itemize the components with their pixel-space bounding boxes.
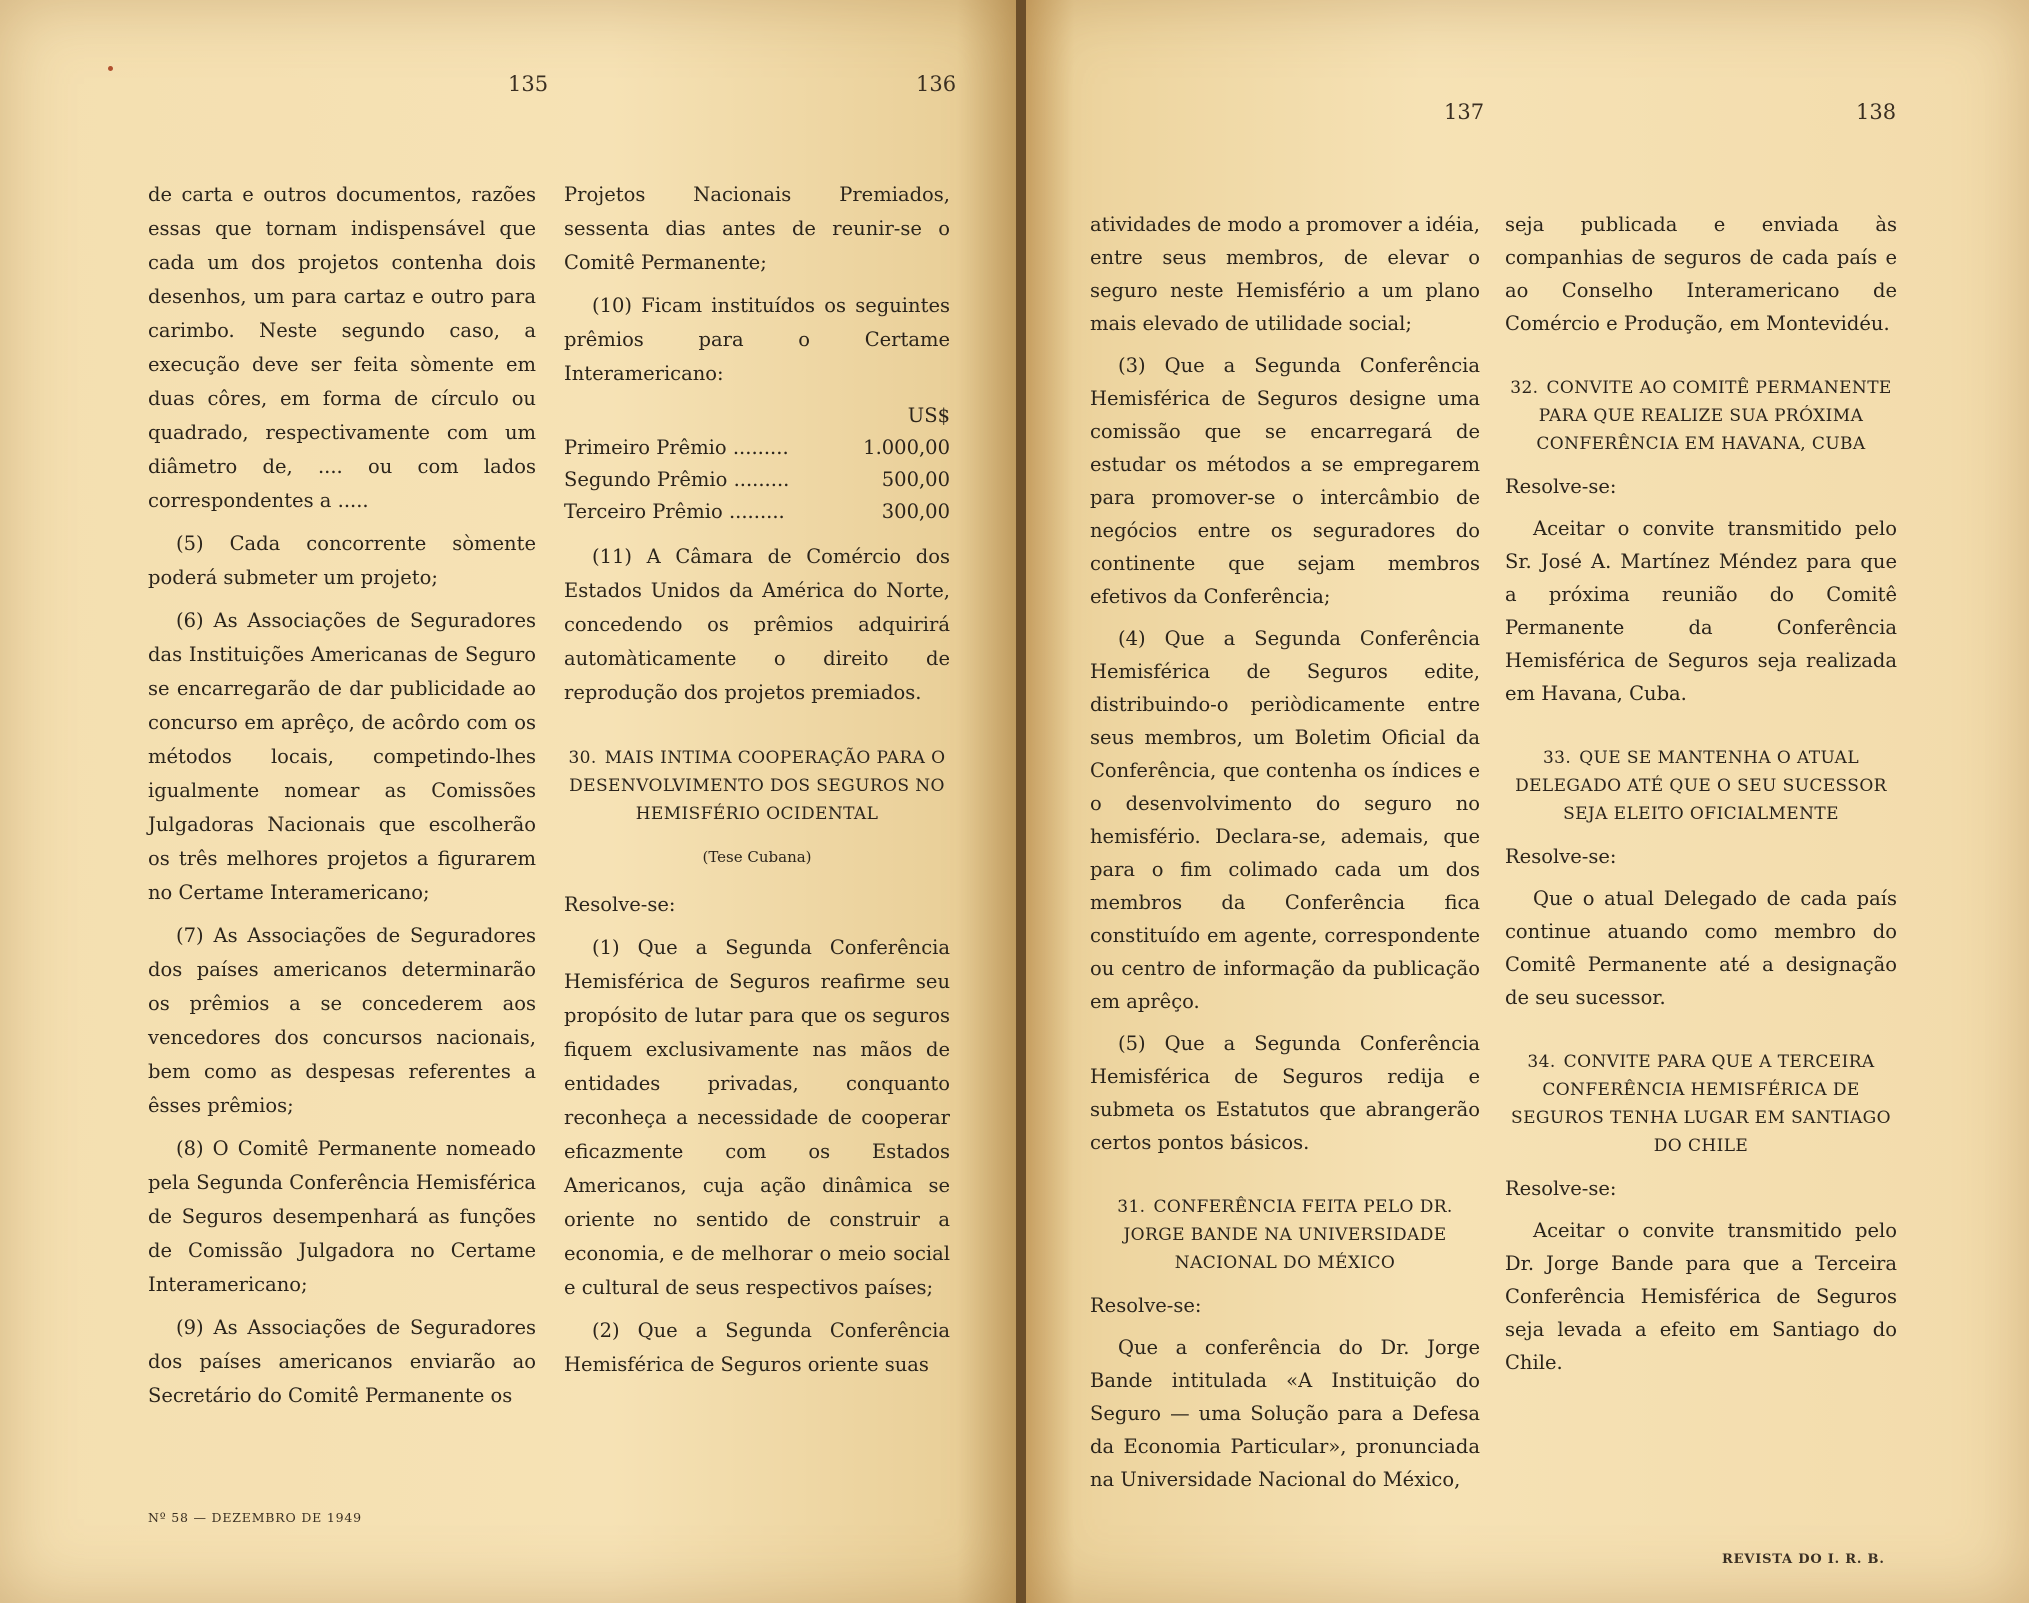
prize-amount: 500,00 [881,468,950,491]
heading-number: 34. [1527,1052,1556,1072]
column-138 [1505,208,1897,1388]
paragraph: Aceitar o convite transmitido pelo Sr. José A. Martínez Méndez para que a próxima reunião do Comitê Permanente da Conferência Hemisférica de Seguros seja realizada em Havana, Cuba. [1505,517,1897,705]
page-number-135: 135 [508,72,549,96]
prize-amount: 1.000,00 [863,436,950,459]
table-row [564,496,950,528]
resolve-label: Resolve-se: [1090,1294,1202,1317]
table-row [564,464,950,496]
paragraph: (5) Cada concorrente sòmente poderá submeter um projeto; [148,532,536,589]
section-heading-33 [1505,744,1897,828]
ink-speck [108,66,113,71]
heading-number: 33. [1542,748,1572,768]
heading-text: CONVITE AO COMITÊ PERMANENTE PARA QUE REALIZE SUA PRÓXIMA CONFERÊNCIA EM HAVANA, CUBA [1536,378,1892,454]
section-heading-32 [1505,374,1897,458]
paragraph: (9) As Associações de Seguradores dos países americanos enviarão ao Secretário do Comitê Permanente os [148,1316,536,1407]
paragraph: (10) Ficam instituídos os seguintes prêmios para o Certame Interamericano: [564,294,950,385]
heading-text: CONVITE PARA QUE A TERCEIRA CONFERÊNCIA HEMISFÉRICA DE SEGUROS TENHA LUGAR EM SANTIAGO DO CHILE [1511,1052,1891,1156]
heading-text: MAIS INTIMA COOPERAÇÃO PARA O DESENVOLVIMENTO DOS SEGUROS NO HEMISFÉRIO OCIDENTAL [569,748,946,824]
column-136 [564,178,950,1391]
resolve-label: Resolve-se: [1505,1177,1617,1200]
prize-label: Terceiro Prêmio ......... [564,500,785,523]
resolve-label: Resolve-se: [1505,475,1617,498]
currency-label: US$ [907,404,950,427]
prize-label: Segundo Prêmio ......... [564,468,790,491]
paragraph: (6) As Associações de Seguradores das Instituições Americanas de Seguro se encarregarão de dar publicidade ao concurso em aprêço, de acôrdo com os métodos locais, competindo-lhes igualmente nomear as Comissões Julgadoras Nacionais que escolherão os três melhores projetos a figurarem no Certame Interamericano; [148,609,536,904]
paragraph: (4) Que a Segunda Conferência Hemisférica de Seguros edite, distribuindo-o periòdicamente entre seus membros, um Boletim Oficial da Conferência, que contenha os índices e o desenvolvimento do seguro no hemisfério. Declara-se, ademais, que para o fim colimado cada um dos membros da Conferência fica constituído em agente, correspondente ou centro de informação da publicação em aprêço. [1090,627,1480,1013]
paragraph: Aceitar o convite transmitido pelo Dr. Jorge Bande para que a Terceira Conferência Hemisférica de Seguros seja levada a efeito em Santiago do Chile. [1505,1219,1897,1374]
paragraph: (8) O Comitê Permanente nomeado pela Segunda Conferência Hemisférica de Seguros desempenhará as funções de Comissão Julgadora no Certame Interamericano; [148,1137,536,1296]
column-135 [148,178,536,1422]
page-number-138: 138 [1856,100,1897,124]
paragraph: (5) Que a Segunda Conferência Hemisférica de Seguros redija e submeta os Estatutos que abrangerão certos pontos básicos. [1090,1032,1480,1154]
footer-journal: REVISTA DO I. R. B. [1722,1552,1885,1567]
heading-number: 30. [568,748,597,768]
paragraph: Que o atual Delegado de cada país continue atuando como membro do Comitê Permanente até a designação de seu sucessor. [1505,887,1897,1009]
paragraph: de carta e outros documentos, razões essas que tornam indispensável que cada um dos projetos contenha dois desenhos, um para cartaz e outro para carimbo. Neste segundo caso, a execução deve ser feita sòmente em duas côres, em forma de círculo ou quadrado, respectivamente com um diâmetro de, .... ou com lados correspondentes a ..... [148,183,536,512]
heading-text: CONFERÊNCIA FEITA PELO DR. JORGE BANDE NA UNIVERSIDADE NACIONAL DO MÉXICO [1123,1197,1453,1273]
paragraph: seja publicada e enviada às companhias de seguros de cada país e ao Conselho Interamericano de Comércio e Produção, em Montevidéu. [1505,213,1897,335]
section-heading-34 [1505,1048,1897,1160]
subheading: (Tese Cubana) [702,848,812,866]
footer-issue: Nº 58 — DEZEMBRO DE 1949 [148,1510,362,1525]
column-137 [1090,208,1480,1505]
paragraph: (3) Que a Segunda Conferência Hemisférica de Seguros designe uma comissão que se encarregará de estudar os métodos a se empregarem para promover-se o intercâmbio de negócios entre os seguradores do continente que sejam membros efetivos da Conferência; [1090,354,1480,608]
book-gutter [1016,0,1026,1603]
paragraph: Que a conferência do Dr. Jorge Bande intitulada «A Instituição do Seguro — uma Solução para a Defesa da Economia Particular», pronunciada na Universidade Nacional do México, [1090,1336,1480,1491]
paragraph: (2) Que a Segunda Conferência Hemisférica de Seguros oriente suas [564,1319,950,1376]
paragraph: (7) As Associações de Seguradores dos países americanos determinarão os prêmios a se concederem aos vencedores dos concursos nacionais, bem como as despesas referentes a êsses prêmios; [148,924,536,1117]
section-heading-31 [1090,1193,1480,1277]
prize-label: Primeiro Prêmio ......... [564,436,789,459]
paragraph: Projetos Nacionais Premiados, sessenta dias antes de reunir-se o Comitê Permanente; [564,183,950,274]
resolve-label: Resolve-se: [1505,845,1617,868]
resolve-label: Resolve-se: [564,893,676,916]
section-heading-30 [564,744,950,828]
page-number-137: 137 [1444,100,1485,124]
table-row [564,432,950,464]
paragraph: (1) Que a Segunda Conferência Hemisférica de Seguros reafirme seu propósito de lutar para que os seguros fiquem exclusivamente nas mãos de entidades privadas, conquanto reconheça a necessidade de cooperar eficazmente com os Estados Americanos, cuja ação dinâmica se oriente no sentido de construir a economia, e de melhorar o meio social e cultural de seus respectivos países; [564,936,950,1299]
heading-text: QUE SE MANTENHA O ATUAL DELEGADO ATÉ QUE O SEU SUCESSOR SEJA ELEITO OFICIALMENTE [1515,748,1887,824]
heading-number: 32. [1510,378,1539,398]
page-number-136: 136 [916,72,957,96]
paragraph: (11) A Câmara de Comércio dos Estados Unidos da América do Norte, concedendo os prêmios adquirirá automàticamente o direito de reprodução dos projetos premiados. [564,545,950,704]
paragraph: atividades de modo a promover a idéia, entre seus membros, de elevar o seguro neste Hemisfério a um plano mais elevado de utilidade social; [1090,213,1480,335]
prizes-table [564,432,950,528]
heading-number: 31. [1117,1197,1146,1217]
prize-amount: 300,00 [881,500,950,523]
